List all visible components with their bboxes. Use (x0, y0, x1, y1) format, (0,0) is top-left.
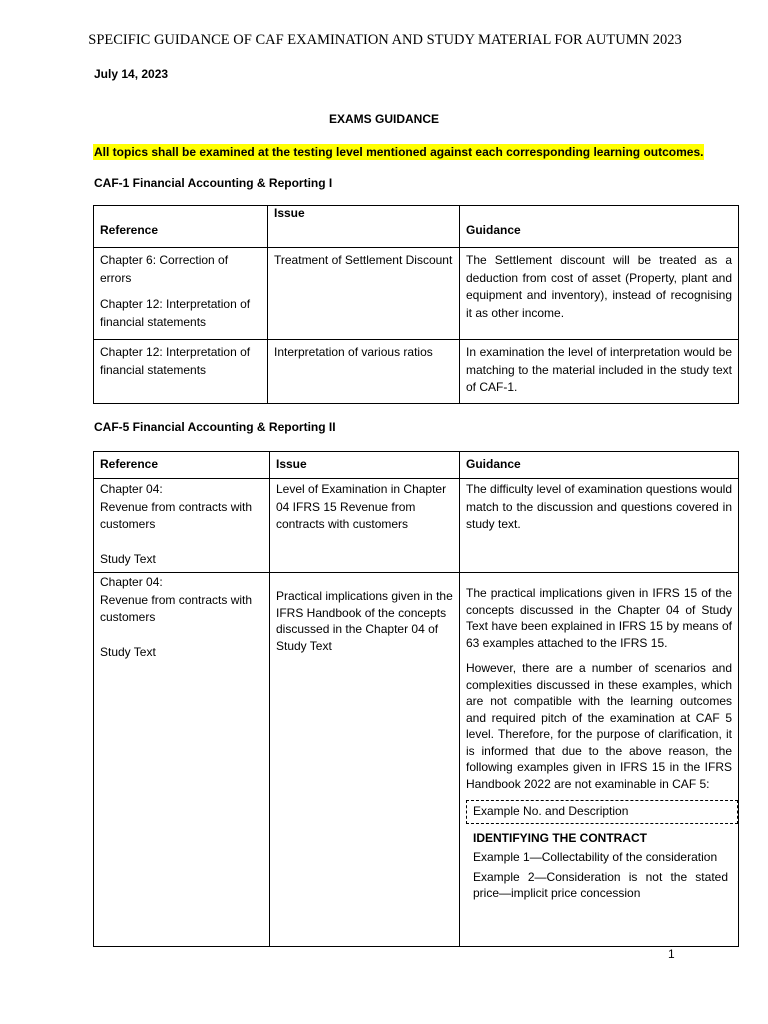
guidance-cell: The Settlement discount will be treated as a deduction from cost of asset (Property, plant and equipment and inventory), instead of recognising it as other income. (460, 248, 739, 340)
guidance-cell: The difficulty level of examination questions would match to the discussion and questions covered in study text. (460, 479, 739, 573)
header-reference: Reference (94, 206, 268, 248)
reference-text: Chapter 6: Correction of errors (100, 253, 229, 285)
issue-cell: Interpretation of various ratios (268, 340, 460, 404)
guidance-cell: In examination the level of interpretation would be matching to the material included in the study text of CAF-1. (460, 340, 739, 404)
reference-cell (94, 479, 270, 573)
document-title: SPECIFIC GUIDANCE OF CAF EXAMINATION AND STUDY MATERIAL FOR AUTUMN 2023 (88, 32, 682, 48)
caf1-section-heading: CAF-1 Financial Accounting & Reporting I (94, 176, 333, 190)
issue-cell: Practical implications given in the IFRS Handbook of the concepts discussed in the Chapter 04 of Study Text (270, 573, 460, 947)
page-number: 1 (668, 947, 675, 961)
reference-chapter: Chapter 04: (100, 482, 163, 496)
table-row (94, 340, 739, 404)
issue-cell: Level of Examination in Chapter 04 IFRS 15 Revenue from contracts with customers (270, 479, 460, 573)
reference-text: Chapter 12: Interpretation of financial statements (100, 297, 251, 329)
caf1-guidance-table (93, 205, 739, 404)
reference-cell (94, 573, 270, 947)
header-issue: Issue (268, 206, 460, 248)
table-row (94, 573, 739, 947)
reference-topic: Revenue from contracts with customers (100, 592, 253, 624)
reference-cell: Chapter 12: Interpretation of financial statements (94, 340, 268, 404)
table-header-row (94, 452, 739, 479)
header-issue: Issue (270, 452, 460, 479)
guidance-paragraph: The practical implications given in IFRS 15 of the concepts discussed in the Chapter 04 of Study Text have been explained in IFRS 15 by means of 63 examples attached to the IFRS 15. (466, 586, 732, 650)
caf5-guidance-table (93, 451, 739, 947)
reference-source: Study Text (100, 644, 156, 659)
examples-group-heading: IDENTIFYING THE CONTRACT (473, 830, 647, 845)
reference-source: Study Text (100, 551, 156, 566)
table-row (94, 479, 739, 573)
header-guidance: Guidance (460, 206, 739, 248)
reference-cell (94, 248, 268, 340)
reference-topic: Revenue from contracts with customers (100, 499, 253, 531)
table-header-row (94, 206, 739, 248)
issue-cell: Treatment of Settlement Discount (268, 248, 460, 340)
example-item: Example 1—Collectability of the consideration (473, 850, 718, 864)
highlighted-notice: All topics shall be examined at the testing level mentioned against each corresponding learning outcomes. (94, 145, 704, 159)
header-reference: Reference (94, 452, 270, 479)
examples-table-header: Example No. and Description (466, 800, 738, 824)
exams-guidance-heading: EXAMS GUIDANCE (328, 112, 439, 126)
document-date: July 14, 2023 (94, 67, 169, 81)
guidance-cell (460, 573, 739, 947)
guidance-paragraph: However, there are a number of scenarios and complexities discussed in these examples, which are not compatible with the learning outcomes and required pitch of the examination at CAF 5 level. Therefore, for the purpose of clarification, it is informed that due to the above reason, the following examples given in IFRS 15 in the IFRS Handbook 2022 are not examinable in CAF 5: (466, 661, 732, 791)
table-row (94, 248, 739, 340)
caf5-section-heading: CAF-5 Financial Accounting & Reporting II (94, 420, 336, 434)
header-guidance: Guidance (460, 452, 739, 479)
reference-chapter: Chapter 04: (100, 575, 163, 589)
example-item: Example 2—Consideration is not the stated price—implicit price concession (473, 870, 728, 900)
